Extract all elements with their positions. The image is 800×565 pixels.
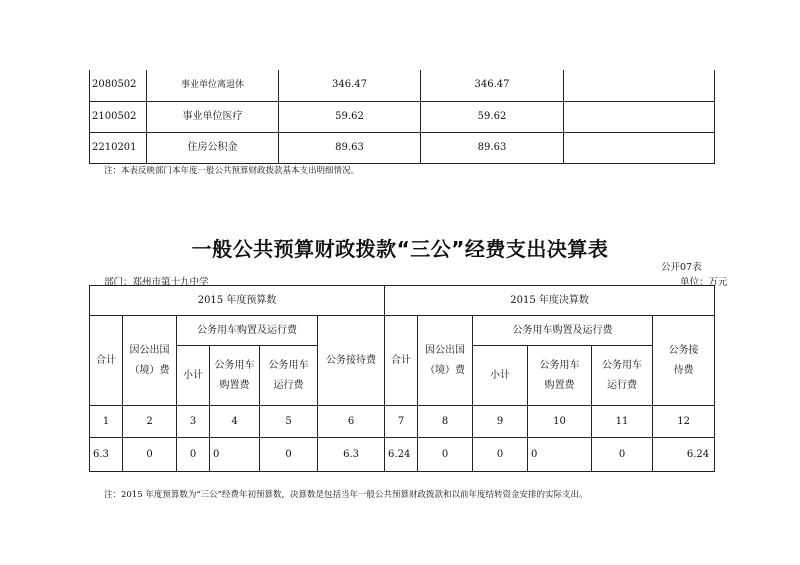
column-number: 11 [592, 406, 653, 438]
column-number: 10 [528, 406, 592, 438]
actual-value: 89.63 [421, 132, 564, 163]
abroad-header-line2: （境）费 [129, 364, 170, 376]
abroad-header-line1: 因公出国 [425, 344, 466, 356]
vehicle-purchase-line1: 公务用车 [214, 359, 255, 371]
column-number-row [90, 406, 715, 438]
remark-cell [564, 132, 715, 163]
table-number: 公开07表 [661, 262, 702, 273]
item-name: 住房公积金 [147, 132, 279, 163]
column-number: 5 [260, 406, 318, 438]
budget-vehicle-run-value: 0 [260, 438, 318, 472]
budget-vehicle-purchase-value: 0 [210, 438, 260, 472]
vehicle-run-header [260, 346, 318, 406]
abroad-header [123, 316, 177, 406]
budget-total-value: 6.3 [90, 438, 123, 472]
abroad-header [418, 316, 473, 406]
reception-header [653, 316, 715, 406]
unit-label: 单位：万元 [680, 277, 728, 288]
reception-header: 公务接待费 [318, 316, 385, 406]
actual-vehicle-run-value: 0 [592, 438, 653, 472]
remark-cell [564, 70, 715, 101]
column-number: 9 [473, 406, 528, 438]
table-row [90, 101, 715, 132]
three-public-table [89, 285, 715, 472]
remark-cell [564, 101, 715, 132]
column-number: 3 [177, 406, 210, 438]
vehicle-purchase-header [210, 346, 260, 406]
value-row [90, 438, 715, 472]
reception-header-line1: 公务接 [668, 344, 699, 356]
vehicle-purchase-line2: 购置费 [219, 379, 250, 391]
item-code: 2100502 [90, 101, 147, 132]
budget-value: 59.62 [279, 101, 421, 132]
column-number: 7 [385, 406, 418, 438]
budget-value: 89.63 [279, 132, 421, 163]
column-number: 12 [653, 406, 715, 438]
page-title: 一般公共预算财政拨款“三公”经费支出决算表 [191, 237, 609, 261]
vehicle-purchase-header [528, 346, 592, 406]
item-code: 2210201 [90, 132, 147, 163]
actual-value: 59.62 [421, 101, 564, 132]
actual-vehicle-subtotal-value: 0 [473, 438, 528, 472]
vehicle-run-line1: 公务用车 [602, 359, 643, 371]
column-number: 8 [418, 406, 473, 438]
budget-abroad-value: 0 [123, 438, 177, 472]
column-number: 2 [123, 406, 177, 438]
vehicle-run-line2: 运行费 [607, 379, 638, 391]
vehicle-purchase-line2: 购置费 [544, 379, 575, 391]
column-number: 4 [210, 406, 260, 438]
vehicle-run-line2: 运行费 [273, 379, 304, 391]
actual-total-value: 6.24 [385, 438, 418, 472]
vehicle-purchase-line1: 公务用车 [539, 359, 580, 371]
detail-table-note: 注：本表反映部门本年度一般公共预算财政拨款基本支出明细情况。 [104, 166, 360, 176]
detail-table [89, 70, 715, 164]
budget-reception-value: 6.3 [318, 438, 385, 472]
department-label: 部门：郑州市第十九中学 [104, 277, 209, 288]
abroad-header-line2: （境）费 [425, 364, 466, 376]
budget-vehicle-subtotal-value: 0 [177, 438, 210, 472]
abroad-header-line1: 因公出国 [129, 344, 170, 356]
vehicle-run-line1: 公务用车 [268, 359, 309, 371]
actual-reception-value: 6.24 [653, 438, 715, 472]
actual-value: 346.47 [421, 70, 564, 101]
budget-group-header: 2015 年度预算数 [90, 286, 385, 316]
column-number: 1 [90, 406, 123, 438]
header-row [90, 316, 715, 346]
table-row [90, 70, 715, 101]
total-header: 合计 [385, 316, 418, 406]
three-public-note: 注：2015 年度预算数为“三公”经费年初预算数，决算数是包括当年一般公共预算财政拨款和以前年度结转资金安排的实际支出。 [104, 490, 588, 500]
actual-abroad-value: 0 [418, 438, 473, 472]
table-row [90, 132, 715, 163]
total-header: 合计 [90, 316, 123, 406]
vehicle-header: 公务用车购置及运行费 [473, 316, 653, 346]
item-name: 事业单位离退休 [147, 70, 279, 101]
reception-header-line2: 待费 [673, 364, 694, 376]
header-row-group [90, 286, 715, 316]
item-name: 事业单位医疗 [147, 101, 279, 132]
vehicle-header: 公务用车购置及运行费 [177, 316, 318, 346]
subtotal-header: 小计 [177, 346, 210, 406]
actual-vehicle-purchase-value: 0 [528, 438, 592, 472]
vehicle-run-header [592, 346, 653, 406]
budget-value: 346.47 [279, 70, 421, 101]
column-number: 6 [318, 406, 385, 438]
item-code: 2080502 [90, 70, 147, 101]
actual-group-header: 2015 年度决算数 [385, 286, 715, 316]
subtotal-header: 小计 [473, 346, 528, 406]
